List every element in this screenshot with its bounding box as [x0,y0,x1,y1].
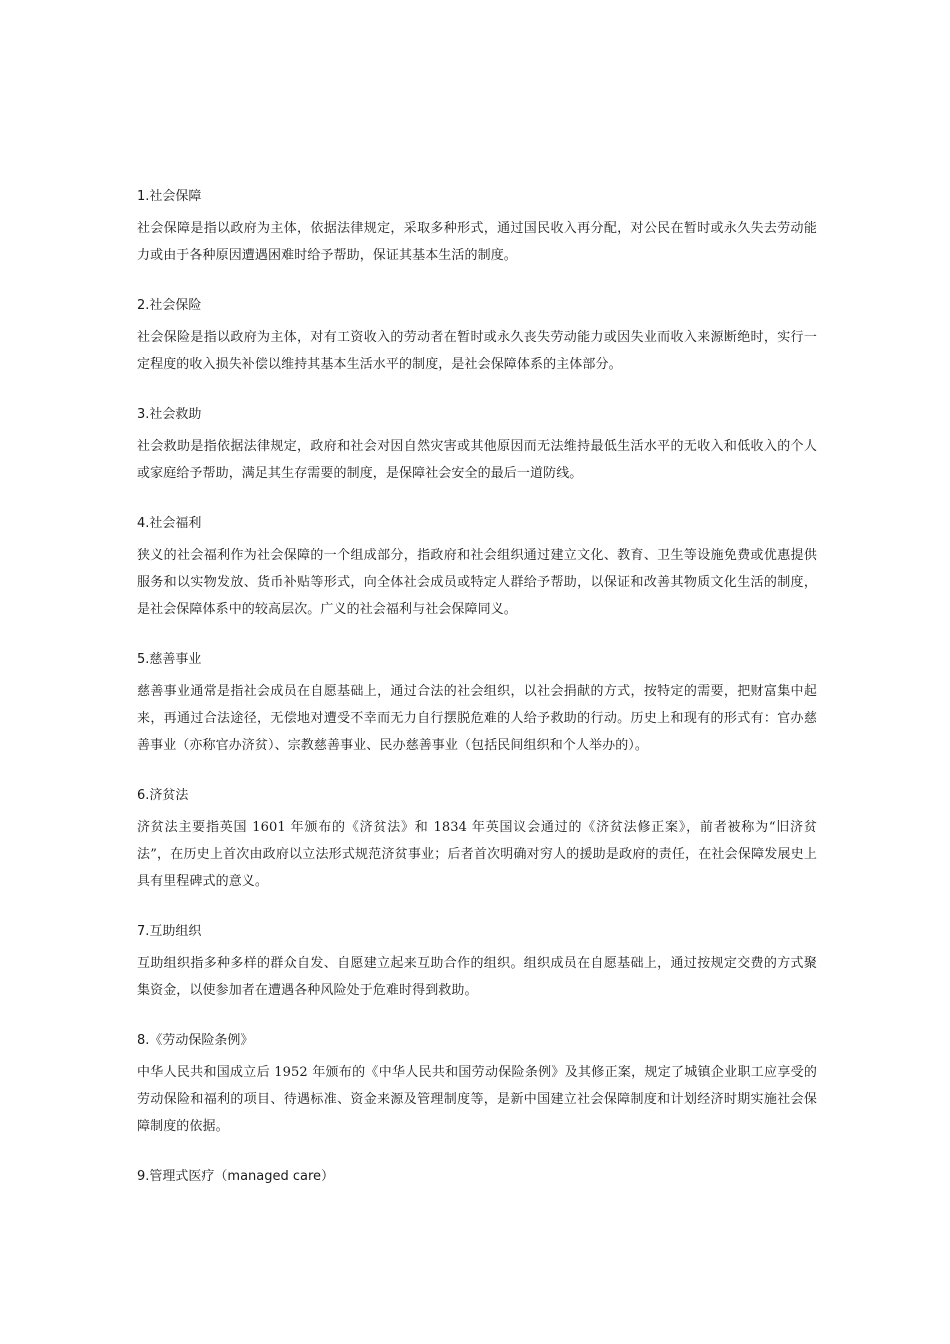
term-section [137,511,817,623]
term-section [137,184,817,269]
term-definition: 中华人民共和国成立后 1952 年颁布的《中华人民共和国劳动保险条例》及其修正案，规定了城镇企业职工应享受的劳动保险和福利的项目、待遇标准、资金来源及管理制度等，是新中国建立社会保障制度和计划经济时期实施社会保障制度的依据。 [137,1065,817,1134]
term-section [137,1164,817,1190]
term-definition: 社会保险是指以政府为主体，对有工资收入的劳动者在暂时或永久丧失劳动能力或因失业而收入来源断绝时，实行一定程度的收入损失补偿以维持其基本生活水平的制度，是社会保障体系的主体部分。 [137,330,817,372]
term-definition: 社会救助是指依据法律规定，政府和社会对因自然灾害或其他原因而无法维持最低生活水平的无收入和低收入的个人或家庭给予帮助，满足其生存需要的制度，是保障社会安全的最后一道防线。 [137,439,817,481]
term-section [137,402,817,487]
term-section [137,293,817,378]
term-definition: 社会保障是指以政府为主体，依据法律规定，采取多种形式，通过国民收入再分配，对公民在暂时或永久失去劳动能力或由于各种原因遭遇困难时给予帮助，保证其基本生活的制度。 [137,221,817,263]
term-definition: 济贫法主要指英国 1601 年颁布的《济贫法》和 1834 年英国议会通过的《济贫法修正案》，前者被称为“旧济贫法”，在历史上首次由政府以立法形式规范济贫事业；后者首次明确对穷人的援助是政府的责任，在社会保障发展史上具有里程碑式的意义。 [137,820,817,889]
term-heading: 8.《劳动保险条例》 [137,1033,254,1048]
term-definition: 狭义的社会福利作为社会保障的一个组成部分，指政府和社会组织通过建立文化、教育、卫生等设施免费或优惠提供服务和以实物发放、货币补贴等形式，向全体社会成员或特定人群给予帮助，以保证和改善其物质文化生活的制度，是社会保障体系中的较高层次。广义的社会福利与社会保障同义。 [137,548,817,617]
term-heading: 5.慈善事业 [137,652,202,667]
term-section [137,647,817,759]
term-section [137,783,817,895]
term-heading: 3.社会救助 [137,407,202,422]
term-heading: 2.社会保险 [137,298,202,313]
term-heading: 7.互助组织 [137,924,202,939]
term-definition: 互助组织指多种多样的群众自发、自愿建立起来互助合作的组织。组织成员在自愿基础上，通过按规定交费的方式聚集资金，以使参加者在遭遇各种风险处于危难时得到救助。 [137,956,817,998]
term-section [137,1028,817,1140]
term-heading: 1.社会保障 [137,189,202,204]
document-page [137,184,817,1214]
term-heading: 6.济贫法 [137,788,189,803]
term-section [137,919,817,1004]
term-heading: 9.管理式医疗（managed care） [137,1169,335,1184]
term-definition: 慈善事业通常是指社会成员在自愿基础上，通过合法的社会组织，以社会捐献的方式，按特定的需要，把财富集中起来，再通过合法途径，无偿地对遭受不幸而无力自行摆脱危难的人给予救助的行动。历史上和现有的形式有：官办慈善事业（亦称官办济贫）、宗教慈善事业、民办慈善事业（包括民间组织和个人举办的）。 [137,684,817,753]
term-heading: 4.社会福利 [137,516,202,531]
